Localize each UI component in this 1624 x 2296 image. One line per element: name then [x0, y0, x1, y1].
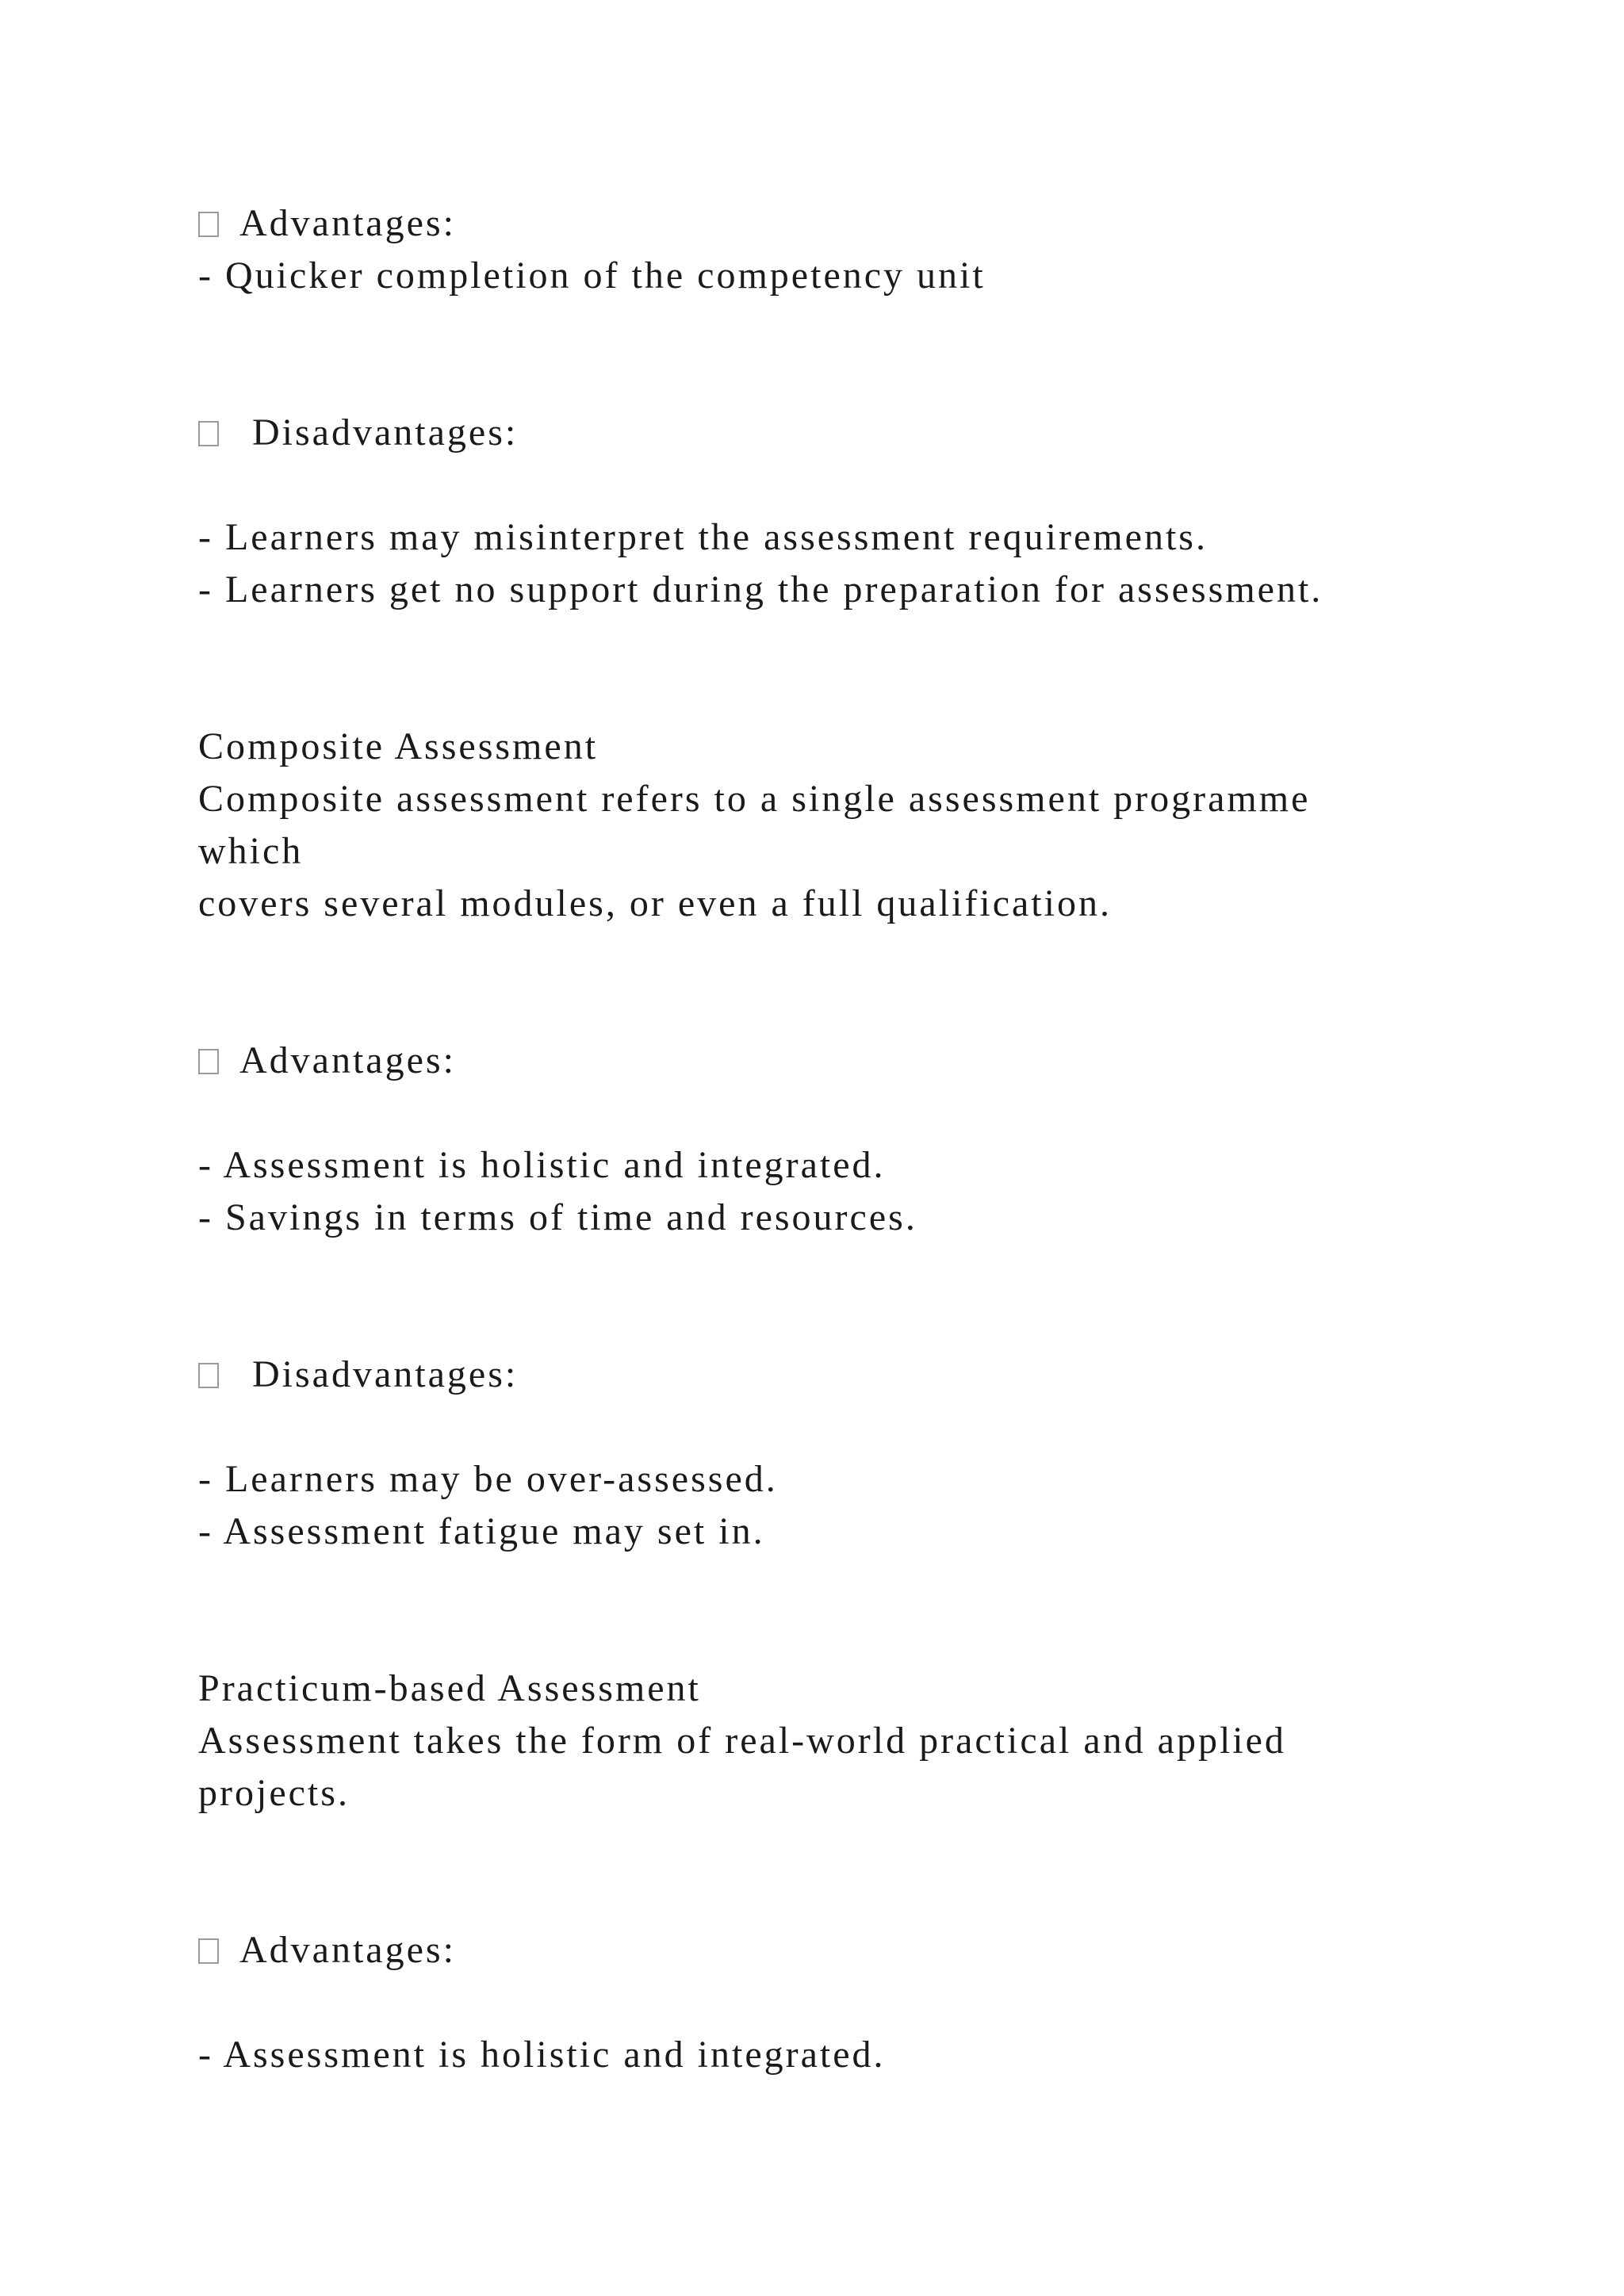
advantages-heading: Advantages: [198, 205, 456, 243]
paragraph-line: projects. [198, 1772, 350, 1814]
list-item: - Assessment is holistic and integrated. [198, 2034, 886, 2076]
list-item: - Assessment fatigue may set in. [198, 1510, 765, 1552]
checkbox-icon [198, 1049, 219, 1074]
list-item: - Learners get no support during the preparation for assessment. [198, 568, 1323, 610]
disadvantages-heading: Disadvantages: [198, 414, 518, 452]
checkbox-icon [198, 421, 219, 446]
section-title-practicum: Practicum-based Assessment [198, 1667, 701, 1709]
paragraph-line: Assessment takes the form of real-world practical and applied [198, 1720, 1286, 1762]
list-item: - Learners may misinterpret the assessment requirements. [198, 516, 1208, 558]
section-title-composite: Composite Assessment [198, 725, 599, 767]
list-item: - Quicker completion of the competency unit [198, 254, 986, 297]
paragraph-line: which [198, 830, 304, 872]
disadvantages-heading: Disadvantages: [198, 1356, 518, 1394]
checkbox-icon [198, 212, 219, 237]
advantages-heading: Advantages: [198, 1042, 456, 1080]
list-item: - Learners may be over-assessed. [198, 1458, 778, 1500]
paragraph-line: covers several modules, or even a full qualification. [198, 882, 1112, 924]
paragraph-line: Composite assessment refers to a single assessment programme [198, 778, 1311, 820]
list-item: - Savings in terms of time and resources. [198, 1196, 917, 1238]
list-item: - Assessment is holistic and integrated. [198, 1144, 886, 1186]
checkbox-icon [198, 1938, 219, 1964]
advantages-heading: Advantages: [198, 1931, 456, 1969]
checkbox-icon [198, 1363, 219, 1388]
